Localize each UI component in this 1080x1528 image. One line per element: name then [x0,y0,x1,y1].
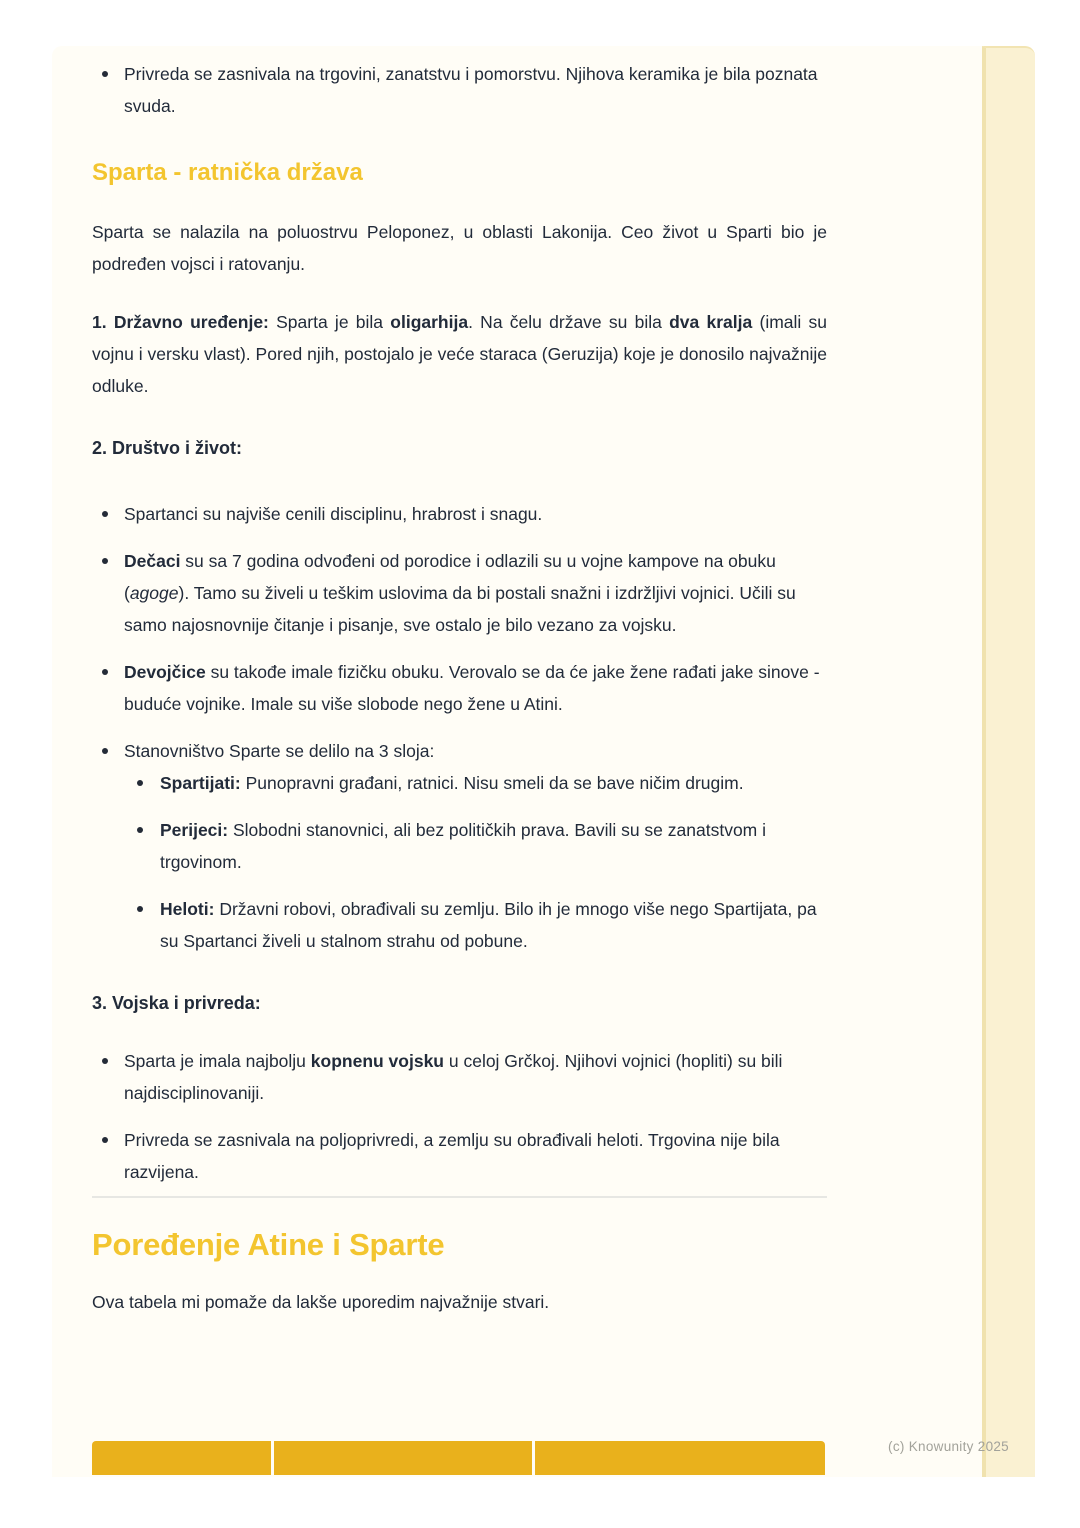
list-item [92,1124,827,1188]
society-list [92,498,827,957]
page-edge-stripe [982,46,1035,1477]
sparta-intro-paragraph: Sparta se nalazila na poluostrvu Peloponez, u oblasti Lakonija. Ceo život u Sparti bio je podređen vojsci i ratovanju. [92,222,827,274]
sublist-item [124,814,827,878]
section-divider [92,1196,827,1198]
sublist-item-text: Perijeci: Slobodni stanovnici, ali bez političkih prava. Bavili su se zanatstvom i trgovinom. [160,820,767,872]
comparison-table-header-row [92,1441,825,1475]
comparison-heading: Poređenje Atine i Sparte [92,1227,445,1262]
list-item-text: Privreda se zasnivala na trgovini, zanatstvu i pomorstvu. Njihova keramika je bila poznata svuda. [124,64,818,116]
list-item [92,545,827,641]
list-item-text: Spartanci su najviše cenili disciplinu, hrabrost i snagu. [124,504,543,524]
state-structure-paragraph: 1. Državno uređenje: Sparta je bila oligarhija. Na čelu države su bila dva kralja (imali su vojnu i versku vlast). Pored njih, postojalo je veće staraca (Geruzija) koje je donosilo najvažnije odluke. [92,312,828,396]
document-card [52,46,1035,1477]
document-content [92,58,827,1318]
list-item [92,656,827,720]
military-section-heading: 3. Vojska i privreda: [92,993,261,1013]
sublist-item [124,767,827,799]
sublist-item [124,893,827,957]
list-item [92,1045,827,1109]
section-heading-sparta: Sparta - ratnička država [92,159,363,186]
knowunity-watermark: (c) Knowunity 2025 [888,1439,1009,1454]
table-header-cell [274,1441,532,1475]
table-header-cell [535,1441,825,1475]
list-item-text: Stanovništvo Sparte se delilo na 3 sloja: [124,741,435,761]
society-section-heading: 2. Društvo i život: [92,438,243,458]
table-header-cell [92,1441,271,1475]
list-item-text: Devojčice su takođe imale fizičku obuku. Verovalo se da će jake žene rađati jake sinove - buduće vojnike. Imale su više slobode nego žene u Atini. [124,662,820,714]
sublist-item-text: Heloti: Državni robovi, obrađivali su zemlju. Bilo ih je mnogo više nego Spartijata, pa su Spartanci živeli u stalnom strahu od pobune. [160,899,817,951]
list-item-text: Privreda se zasnivala na poljoprivredi, a zemlju su obrađivali heloti. Trgovina nije bila razvijena. [124,1130,780,1182]
list-item-text: Sparta je imala najbolju kopnenu vojsku u celoj Grčkoj. Njihovi vojnici (hopliti) su bili najdisciplinovaniji. [124,1051,783,1103]
list-item [92,735,827,957]
list-item [92,58,827,122]
sublist-item-text: Spartijati: Punopravni građani, ratnici. Nisu smeli da se bave ničim drugim. [160,773,744,793]
list-item [92,498,827,530]
comparison-intro-paragraph: Ova tabela mi pomaže da lakše uporedim najvažnije stvari. [92,1292,550,1312]
military-list [92,1045,827,1188]
intro-list [92,58,827,122]
list-item-text: Dečaci su sa 7 godina odvođeni od porodice i odlazili su u vojne kampove na obuku (agoge). Tamo su živeli u teškim uslovima da bi postali snažni i izdržljivi vojnici. Učili su samo najosnovnije čitanje i pisanje, sve ostalo je bilo vezano za vojsku. [124,551,796,635]
population-sublist [124,767,827,957]
